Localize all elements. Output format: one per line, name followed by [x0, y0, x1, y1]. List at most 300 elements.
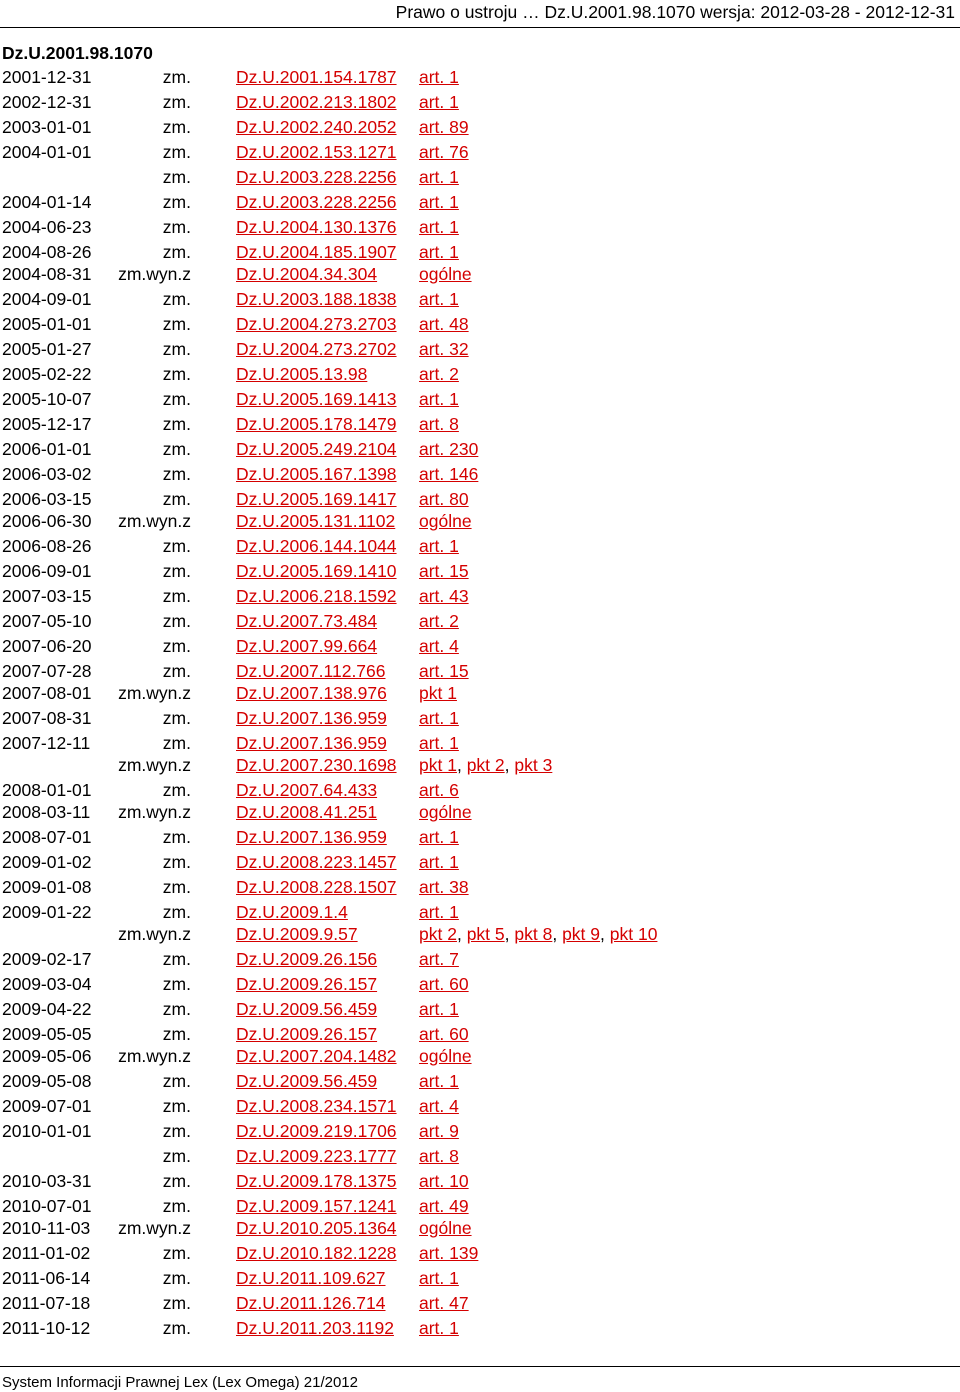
amendment-row — [0, 609, 960, 634]
provision-link[interactable]: art. 2 — [419, 611, 459, 631]
amendment-row — [0, 584, 960, 609]
amendment-type: zm. — [162, 661, 191, 681]
amendment-type: zm. — [162, 1171, 191, 1191]
source-journal-link[interactable]: Dz.U.2007.138.976 — [236, 683, 387, 703]
amendment-type: zm. — [162, 536, 191, 556]
amendment-date: 2007-07-28 — [2, 661, 92, 681]
provision-link[interactable]: art. 139 — [419, 1243, 479, 1263]
amendment-date: 2005-12-17 — [2, 414, 92, 434]
provision-link[interactable]: art. 1 — [419, 217, 459, 237]
amendment-type: zm. — [162, 611, 191, 631]
amendment-row — [0, 1291, 960, 1316]
provision-link[interactable]: pkt 8 — [514, 924, 553, 944]
provision-link[interactable]: art. 1 — [419, 167, 459, 187]
amendment-type: zm. — [162, 67, 191, 87]
provision-link[interactable]: pkt 10 — [609, 924, 658, 944]
provision-link[interactable]: art. 89 — [419, 117, 469, 137]
provision-link[interactable]: art. 4 — [419, 1096, 459, 1116]
amendment-type: zm. — [162, 142, 191, 162]
provision-list — [419, 437, 478, 462]
source-journal-link[interactable]: Dz.U.2007.73.484 — [236, 611, 378, 631]
amendment-date: 2009-02-17 — [2, 949, 92, 969]
amendment-type: zm. — [162, 1243, 191, 1263]
amendment-type: zm. — [162, 780, 191, 800]
amendment-date: 2006-09-01 — [2, 561, 92, 581]
amendment-date: 2007-08-31 — [2, 708, 92, 728]
source-journal-link[interactable]: Dz.U.2005.169.1410 — [236, 561, 397, 581]
amendment-row — [0, 387, 960, 412]
source-journal-link[interactable]: Dz.U.2007.136.959 — [236, 733, 387, 753]
amendment-date: 2005-01-01 — [2, 314, 92, 334]
provision-link[interactable]: art. 49 — [419, 1196, 469, 1216]
provision-list — [419, 65, 459, 90]
source-journal-link[interactable]: Dz.U.2004.34.304 — [236, 264, 378, 284]
amendment-date: 2010-01-01 — [2, 1121, 92, 1141]
provision-separator: , — [600, 924, 610, 944]
amendment-row — [0, 1316, 960, 1341]
provision-link[interactable]: art. 43 — [419, 586, 469, 606]
amendment-row — [0, 753, 960, 778]
amendment-row — [0, 437, 960, 462]
provision-link[interactable]: art. 9 — [419, 1121, 459, 1141]
amendment-type: zm. — [162, 1071, 191, 1091]
provision-link[interactable]: ogólne — [419, 511, 472, 531]
amendment-row — [0, 412, 960, 437]
amendment-type: zm. — [162, 902, 191, 922]
amendment-row — [0, 1169, 960, 1194]
provision-list — [419, 800, 472, 825]
amendment-type: zm. — [162, 339, 191, 359]
provision-link[interactable]: art. 15 — [419, 561, 469, 581]
provision-link[interactable]: art. 8 — [419, 414, 459, 434]
source-journal-link[interactable]: Dz.U.2005.169.1417 — [236, 489, 397, 509]
amendment-date: 2009-05-06 — [2, 1046, 92, 1066]
amendment-row — [0, 634, 960, 659]
provision-list — [419, 1144, 459, 1169]
amendment-row — [0, 262, 960, 287]
amendment-type: zm. — [162, 1024, 191, 1044]
source-journal-link[interactable]: Dz.U.2009.219.1706 — [236, 1121, 397, 1141]
amendment-row — [0, 115, 960, 140]
amendment-type: zm. — [162, 364, 191, 384]
amendment-type: zm. — [162, 974, 191, 994]
provision-link[interactable]: art. 1 — [419, 733, 459, 753]
amendment-type: zm. — [162, 827, 191, 847]
amendment-row — [0, 997, 960, 1022]
amendment-type: zm. — [162, 217, 191, 237]
amendment-row — [0, 922, 960, 947]
provision-link[interactable]: art. 1 — [419, 92, 459, 112]
provision-link[interactable]: art. 60 — [419, 974, 469, 994]
provision-list — [419, 947, 459, 972]
amendment-date: 2011-10-12 — [2, 1318, 91, 1338]
provision-link[interactable]: art. 1 — [419, 1268, 459, 1288]
provision-list — [419, 559, 469, 584]
amendment-date: 2005-02-22 — [2, 364, 92, 384]
amendment-row — [0, 462, 960, 487]
provision-list — [419, 997, 459, 1022]
amendment-type: zm. — [162, 1196, 191, 1216]
source-journal-link[interactable]: Dz.U.2009.157.1241 — [236, 1196, 397, 1216]
provision-list — [419, 634, 459, 659]
source-journal-link[interactable]: Dz.U.2005.167.1398 — [236, 464, 397, 484]
page-footer: System Informacji Prawnej Lex (Lex Omega) 21/2012 — [2, 1374, 358, 1391]
amendment-date: 2004-01-01 — [2, 142, 92, 162]
amendment-type: zm. — [162, 389, 191, 409]
amendment-type: zm. — [162, 1318, 191, 1338]
amendment-type: zm.wyn.z — [118, 511, 191, 531]
provision-list — [419, 584, 469, 609]
amendment-date: 2007-06-20 — [2, 636, 92, 656]
source-journal-link[interactable]: Dz.U.2005.249.2104 — [236, 439, 397, 459]
amendment-date: 2009-01-08 — [2, 877, 92, 897]
amendment-row — [0, 1044, 960, 1069]
amendment-date: 2006-08-26 — [2, 536, 92, 556]
source-journal-link[interactable]: Dz.U.2009.9.57 — [236, 924, 358, 944]
amendment-row — [0, 140, 960, 165]
amendment-row — [0, 312, 960, 337]
source-journal-link[interactable]: Dz.U.2009.56.459 — [236, 1071, 378, 1091]
header-rule — [0, 27, 960, 28]
amendment-date: 2010-07-01 — [2, 1196, 92, 1216]
amendment-type: zm.wyn.z — [118, 1218, 191, 1238]
amendment-date: 2007-08-01 — [2, 683, 92, 703]
provision-link[interactable]: art. 7 — [419, 949, 459, 969]
provision-list — [419, 90, 459, 115]
provision-link[interactable]: art. 60 — [419, 1024, 469, 1044]
amendment-date: 2009-01-02 — [2, 852, 92, 872]
source-journal-link[interactable]: Dz.U.2011.109.627 — [236, 1268, 386, 1288]
provision-link[interactable]: art. 1 — [419, 289, 459, 309]
source-journal-link[interactable]: Dz.U.2007.204.1482 — [236, 1046, 397, 1066]
amendment-date: 2006-06-30 — [2, 511, 92, 531]
provision-link[interactable]: art. 80 — [419, 489, 469, 509]
amendment-type: zm. — [162, 242, 191, 262]
provision-link[interactable]: art. 10 — [419, 1171, 469, 1191]
amendment-type: zm. — [162, 733, 191, 753]
amendment-row — [0, 509, 960, 534]
source-journal-link[interactable]: Dz.U.2009.26.156 — [236, 949, 378, 969]
amendment-type: zm. — [162, 852, 191, 872]
source-journal-link[interactable]: Dz.U.2009.26.157 — [236, 1024, 378, 1044]
amendment-row — [0, 165, 960, 190]
amendment-type: zm.wyn.z — [118, 683, 191, 703]
provision-link[interactable]: pkt 3 — [514, 755, 553, 775]
provision-link[interactable]: pkt 5 — [466, 924, 505, 944]
provision-link[interactable]: art. 1 — [419, 67, 459, 87]
amendment-date: 2009-01-22 — [2, 902, 92, 922]
amendment-type: zm. — [162, 1121, 191, 1141]
source-journal-link[interactable]: Dz.U.2006.144.1044 — [236, 536, 397, 556]
source-journal-link[interactable]: Dz.U.2005.178.1479 — [236, 414, 397, 434]
source-journal-link[interactable]: Dz.U.2003.188.1838 — [236, 289, 397, 309]
source-journal-link[interactable]: Dz.U.2011.126.714 — [236, 1293, 386, 1313]
source-journal-link[interactable]: Dz.U.2004.273.2702 — [236, 339, 397, 359]
source-journal-link[interactable]: Dz.U.2008.228.1507 — [236, 877, 397, 897]
amendment-row — [0, 706, 960, 731]
source-journal-link[interactable]: Dz.U.2009.223.1777 — [236, 1146, 397, 1166]
amendment-type: zm. — [162, 708, 191, 728]
provision-link[interactable]: pkt 1 — [419, 755, 457, 775]
amendment-date: 2004-08-26 — [2, 242, 92, 262]
amendment-type: zm. — [162, 414, 191, 434]
amendment-date: 2004-09-01 — [2, 289, 92, 309]
source-journal-link[interactable]: Dz.U.2008.41.251 — [236, 802, 378, 822]
amendment-date: 2009-04-22 — [2, 999, 92, 1019]
amendment-date: 2010-11-03 — [2, 1218, 91, 1238]
provision-link[interactable]: pkt 2 — [466, 755, 505, 775]
provision-link[interactable]: ogólne — [419, 802, 472, 822]
amendment-date: 2010-03-31 — [2, 1171, 92, 1191]
provision-list — [419, 825, 459, 850]
source-journal-link[interactable]: Dz.U.2007.136.959 — [236, 827, 387, 847]
amendment-row — [0, 875, 960, 900]
provision-list — [419, 215, 459, 240]
provision-list — [419, 1119, 459, 1144]
provision-list — [419, 706, 459, 731]
source-journal-link[interactable]: Dz.U.2005.169.1413 — [236, 389, 397, 409]
amendment-date: 2001-12-31 — [2, 67, 92, 87]
amendment-row — [0, 190, 960, 215]
source-journal-link[interactable]: Dz.U.2010.182.1228 — [236, 1243, 397, 1263]
source-journal-link[interactable]: Dz.U.2002.240.2052 — [236, 117, 397, 137]
provision-list — [419, 412, 459, 437]
source-journal-link[interactable]: Dz.U.2009.56.459 — [236, 999, 378, 1019]
amendment-row — [0, 825, 960, 850]
amendment-date: 2005-01-27 — [2, 339, 92, 359]
document-title: Dz.U.2001.98.1070 — [2, 43, 153, 63]
source-journal-link[interactable]: Dz.U.2008.234.1571 — [236, 1096, 397, 1116]
provision-link[interactable]: art. 48 — [419, 314, 469, 334]
provision-list — [419, 1216, 472, 1241]
amendment-type: zm. — [162, 92, 191, 112]
provision-list — [419, 681, 457, 706]
amendment-date: 2009-05-08 — [2, 1071, 92, 1091]
amendment-type: zm.wyn.z — [118, 1046, 191, 1066]
provision-link[interactable]: art. 1 — [419, 852, 459, 872]
provision-separator: , — [504, 755, 515, 775]
provision-link[interactable]: ogólne — [419, 1218, 472, 1238]
provision-separator: , — [552, 924, 563, 944]
provision-link[interactable]: art. 32 — [419, 339, 469, 359]
source-journal-link[interactable]: Dz.U.2005.13.98 — [236, 364, 368, 384]
provision-link[interactable]: art. 146 — [419, 464, 479, 484]
amendment-date: 2009-05-05 — [2, 1024, 92, 1044]
amendment-row — [0, 1216, 960, 1241]
amendment-date: 2002-12-31 — [2, 92, 92, 112]
provision-list — [419, 115, 469, 140]
amendment-date: 2003-01-01 — [2, 117, 92, 137]
provision-list — [419, 922, 657, 947]
amendment-type: zm. — [162, 636, 191, 656]
provision-link[interactable]: art. 1 — [419, 242, 459, 262]
provision-link[interactable]: art. 47 — [419, 1293, 469, 1313]
amendment-date: 2004-06-23 — [2, 217, 92, 237]
amendment-type: zm. — [162, 1146, 191, 1166]
provision-list — [419, 387, 459, 412]
source-journal-link[interactable]: Dz.U.2004.185.1907 — [236, 242, 397, 262]
amendment-row — [0, 1144, 960, 1169]
provision-list — [419, 972, 469, 997]
amendment-row — [0, 972, 960, 997]
provision-separator: , — [456, 755, 467, 775]
amendment-type: zm. — [162, 464, 191, 484]
amendment-type: zm. — [162, 289, 191, 309]
provision-separator: , — [504, 924, 515, 944]
source-journal-link[interactable]: Dz.U.2002.153.1271 — [236, 142, 397, 162]
provision-link[interactable]: art. 1 — [419, 389, 459, 409]
provision-list — [419, 1241, 478, 1266]
provision-list — [419, 875, 469, 900]
amendment-date: 2009-03-04 — [2, 974, 92, 994]
amendment-row — [0, 90, 960, 115]
amendment-date: 2008-03-11 — [2, 802, 91, 822]
provision-link[interactable]: art. 38 — [419, 877, 469, 897]
source-journal-link[interactable]: Dz.U.2011.203.1192 — [236, 1318, 394, 1338]
amendment-row — [0, 1241, 960, 1266]
amendment-type: zm.wyn.z — [118, 755, 191, 775]
amendment-date: 2009-07-01 — [2, 1096, 92, 1116]
amendment-row — [0, 559, 960, 584]
provision-link[interactable]: pkt 9 — [562, 924, 601, 944]
source-journal-link[interactable]: Dz.U.2005.131.1102 — [236, 511, 396, 531]
provision-list — [419, 362, 459, 387]
source-journal-link[interactable]: Dz.U.2007.64.433 — [236, 780, 378, 800]
source-journal-link[interactable]: Dz.U.2007.112.766 — [236, 661, 386, 681]
provision-list — [419, 462, 478, 487]
provision-link[interactable]: ogólne — [419, 264, 472, 284]
source-journal-link[interactable]: Dz.U.2004.273.2703 — [236, 314, 397, 334]
provision-list — [419, 287, 459, 312]
source-journal-link[interactable]: Dz.U.2004.130.1376 — [236, 217, 397, 237]
source-journal-link[interactable]: Dz.U.2009.178.1375 — [236, 1171, 397, 1191]
provision-link[interactable]: art. 1 — [419, 902, 459, 922]
provision-list — [419, 850, 459, 875]
provision-link[interactable]: art. 4 — [419, 636, 459, 656]
provision-list — [419, 534, 459, 559]
amendment-date: 2007-05-10 — [2, 611, 92, 631]
amendment-type: zm. — [162, 489, 191, 509]
source-journal-link[interactable]: Dz.U.2007.99.664 — [236, 636, 378, 656]
provision-link[interactable]: pkt 1 — [419, 683, 457, 703]
amendment-type: zm.wyn.z — [118, 264, 191, 284]
amendment-type: zm. — [162, 192, 191, 212]
amendment-date: 2007-12-11 — [2, 733, 91, 753]
provision-link[interactable]: pkt 2 — [419, 924, 457, 944]
provision-list — [419, 337, 469, 362]
provision-list — [419, 1266, 459, 1291]
amendment-date: 2008-07-01 — [2, 827, 92, 847]
amendment-row — [0, 337, 960, 362]
amendment-type: zm. — [162, 1268, 191, 1288]
amendment-date: 2004-01-14 — [2, 192, 92, 212]
amendment-row — [0, 800, 960, 825]
provision-link[interactable]: art. 1 — [419, 1071, 459, 1091]
amendment-type: zm. — [162, 314, 191, 334]
source-journal-link[interactable]: Dz.U.2003.228.2256 — [236, 167, 397, 187]
amendment-row — [0, 681, 960, 706]
amendment-row — [0, 1094, 960, 1119]
source-journal-link[interactable]: Dz.U.2008.223.1457 — [236, 852, 397, 872]
amendment-type: zm. — [162, 117, 191, 137]
provision-link[interactable]: ogólne — [419, 1046, 472, 1066]
provision-link[interactable]: art. 2 — [419, 364, 459, 384]
amendment-type: zm.wyn.z — [118, 802, 191, 822]
provision-link[interactable]: art. 1 — [419, 536, 459, 556]
source-journal-link[interactable]: Dz.U.2001.154.1787 — [236, 67, 397, 87]
provision-list — [419, 1169, 469, 1194]
provision-list — [419, 1044, 472, 1069]
amendment-row — [0, 947, 960, 972]
provision-link[interactable]: art. 230 — [419, 439, 479, 459]
source-journal-link[interactable]: Dz.U.2003.228.2256 — [236, 192, 397, 212]
provision-link[interactable]: art. 8 — [419, 1146, 459, 1166]
amendment-date: 2005-10-07 — [2, 389, 92, 409]
amendment-date: 2007-03-15 — [2, 586, 92, 606]
provision-list — [419, 140, 469, 165]
source-journal-link[interactable]: Dz.U.2002.213.1802 — [236, 92, 397, 112]
provision-list — [419, 1069, 459, 1094]
amendment-date: 2006-03-15 — [2, 489, 92, 509]
provision-link[interactable]: art. 1 — [419, 999, 459, 1019]
amendment-date: 2011-07-18 — [2, 1293, 91, 1313]
provision-link[interactable]: art. 1 — [419, 708, 459, 728]
provision-list — [419, 753, 552, 778]
provision-list — [419, 262, 472, 287]
amendment-type: zm. — [162, 1096, 191, 1116]
provision-list — [419, 1291, 469, 1316]
source-journal-link[interactable]: Dz.U.2009.26.157 — [236, 974, 378, 994]
footer-rule — [0, 1366, 960, 1367]
running-header: Prawo o ustroju … Dz.U.2001.98.1070 wersja: 2012-03-28 - 2012-12-31 — [395, 2, 955, 22]
amendment-date: 2004-08-31 — [2, 264, 92, 284]
provision-list — [419, 1316, 459, 1341]
amendment-type: zm.wyn.z — [118, 924, 191, 944]
source-journal-link[interactable]: Dz.U.2007.136.959 — [236, 708, 387, 728]
provision-link[interactable]: art. 1 — [419, 1318, 459, 1338]
source-journal-link[interactable]: Dz.U.2009.1.4 — [236, 902, 348, 922]
provision-separator: , — [456, 924, 467, 944]
provision-link[interactable]: art. 76 — [419, 142, 469, 162]
amendment-row — [0, 287, 960, 312]
amendment-type: zm. — [162, 1293, 191, 1313]
amendment-type: zm. — [162, 167, 191, 187]
amendment-row — [0, 1119, 960, 1144]
amendment-row — [0, 1069, 960, 1094]
source-journal-link[interactable]: Dz.U.2010.205.1364 — [236, 1218, 397, 1238]
provision-link[interactable]: art. 6 — [419, 780, 459, 800]
amendment-type: zm. — [162, 561, 191, 581]
amendment-row — [0, 362, 960, 387]
provision-link[interactable]: art. 15 — [419, 661, 469, 681]
amendment-date: 2011-06-14 — [2, 1268, 91, 1288]
provision-link[interactable]: art. 1 — [419, 827, 459, 847]
provision-list — [419, 190, 459, 215]
amendment-type: zm. — [162, 586, 191, 606]
provision-list — [419, 1094, 459, 1119]
amendment-date: 2006-03-02 — [2, 464, 92, 484]
amendment-type: zm. — [162, 439, 191, 459]
provision-link[interactable]: art. 1 — [419, 192, 459, 212]
provision-list — [419, 312, 469, 337]
provision-list — [419, 165, 459, 190]
amendment-row — [0, 65, 960, 90]
amendment-date: 2006-01-01 — [2, 439, 92, 459]
amendment-type: zm. — [162, 949, 191, 969]
amendment-type: zm. — [162, 999, 191, 1019]
source-journal-link[interactable]: Dz.U.2006.218.1592 — [236, 586, 397, 606]
source-journal-link[interactable]: Dz.U.2007.230.1698 — [236, 755, 397, 775]
